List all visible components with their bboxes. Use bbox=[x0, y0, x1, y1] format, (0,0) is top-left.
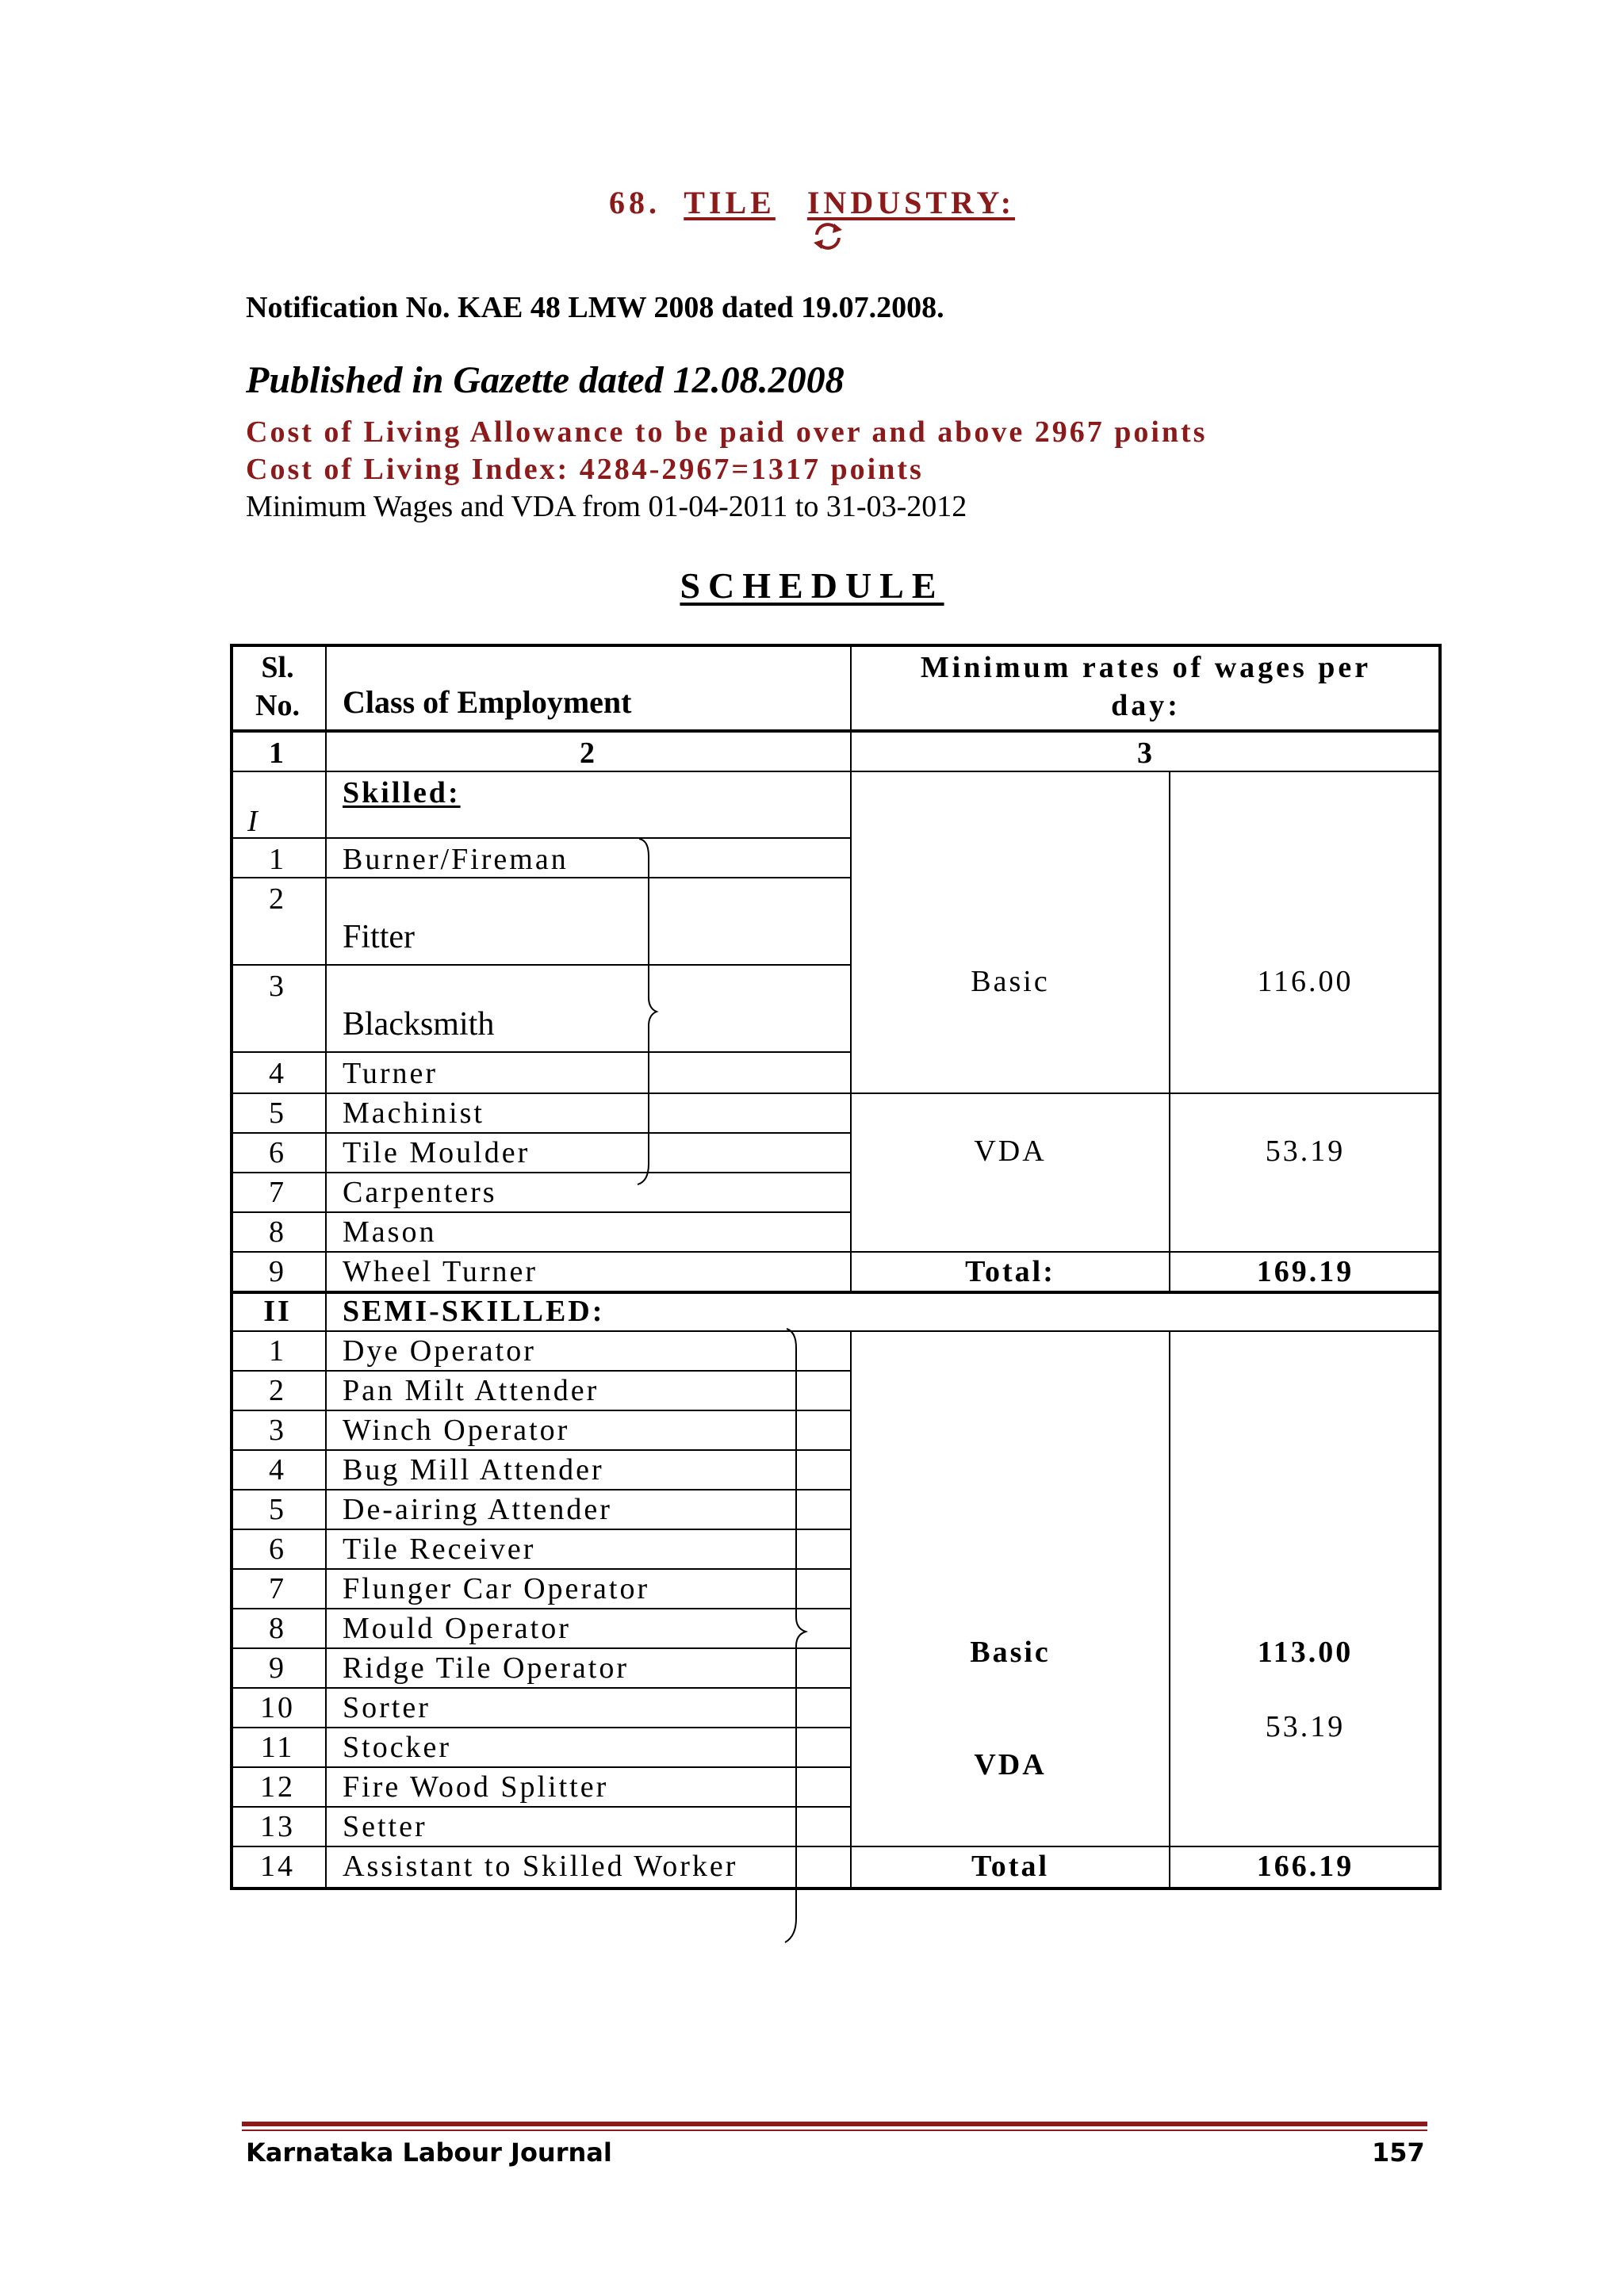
journal-name: Karnataka Labour Journal bbox=[246, 2137, 612, 2168]
notification-number: Notification No. KAE 48 LMW 2008 dated 19.07.2008. bbox=[246, 291, 944, 324]
table-row-sl: 2 bbox=[269, 882, 286, 916]
table-row-sl: 4 bbox=[269, 1057, 286, 1090]
skilled-label: Skilled: bbox=[343, 776, 461, 809]
table-row-sl: 12 bbox=[260, 1770, 295, 1804]
schedule-title: SCHEDULE bbox=[680, 565, 944, 606]
table-row-sl: 11 bbox=[260, 1731, 295, 1764]
table-row-name: Tile Moulder bbox=[343, 1136, 530, 1169]
cost-of-living-index: Cost of Living Index: 4284-2967=1317 points bbox=[246, 453, 924, 486]
semi-skilled-total-label: Total bbox=[971, 1850, 1050, 1883]
table-row-sl: 4 bbox=[269, 1453, 286, 1487]
table-row-name: Ridge Tile Operator bbox=[343, 1651, 629, 1685]
table-row-sl: 3 bbox=[269, 1414, 286, 1447]
table-row-name: Mason bbox=[343, 1215, 437, 1249]
table-row-name: Bug Mill Attender bbox=[343, 1453, 604, 1487]
semi-skilled-basic-label: Basic bbox=[970, 1636, 1051, 1669]
footer-rule bbox=[242, 2122, 1427, 2126]
table-row-sl: 10 bbox=[260, 1691, 295, 1724]
section-title-word-2: INDUSTRY: bbox=[806, 185, 1016, 220]
skilled-basic-label: Basic bbox=[971, 965, 1050, 998]
table-row-name: Dye Operator bbox=[343, 1334, 536, 1368]
cost-of-living-allowance: Cost of Living Allowance to be paid over and above 2967 points bbox=[246, 415, 1208, 449]
semi-skilled-roman: II bbox=[263, 1295, 292, 1328]
table-row-name: Winch Operator bbox=[343, 1414, 570, 1447]
semi-skilled-total-value: 166.19 bbox=[1256, 1850, 1354, 1883]
table-row-sl: 1 bbox=[269, 1334, 286, 1368]
col-number-3: 3 bbox=[1137, 737, 1155, 770]
table-row-name: Blacksmith bbox=[343, 1006, 495, 1043]
table-row-sl: 5 bbox=[269, 1096, 286, 1130]
header-sl-line1: Sl. bbox=[261, 651, 294, 684]
table-row-sl: 13 bbox=[260, 1810, 295, 1843]
table-row-sl: 2 bbox=[269, 1374, 286, 1407]
table-row-name: Turner bbox=[343, 1057, 439, 1090]
table-row-sl: 6 bbox=[269, 1136, 286, 1169]
table-row-name: Tile Receiver bbox=[343, 1533, 536, 1566]
table-row-name: Stocker bbox=[343, 1731, 452, 1764]
header-sl-line2: No. bbox=[255, 689, 300, 722]
semi-skilled-vda-label: VDA bbox=[974, 1748, 1047, 1781]
table-row-sl: 7 bbox=[269, 1176, 286, 1209]
table-row-name: Fitter bbox=[343, 919, 415, 955]
table-row-sl: 7 bbox=[269, 1572, 286, 1605]
skilled-total-value: 169.19 bbox=[1256, 1255, 1354, 1288]
header-rates-line2: day: bbox=[1111, 689, 1181, 722]
table-row-sl: 6 bbox=[269, 1533, 286, 1566]
footer-rule-thin bbox=[242, 2130, 1427, 2131]
gazette-publication: Published in Gazette dated 12.08.2008 bbox=[246, 359, 845, 401]
semi-skilled-group-bracket bbox=[785, 1329, 806, 1942]
table-row-name: Carpenters bbox=[343, 1176, 497, 1209]
table-row-sl: 8 bbox=[269, 1215, 286, 1249]
skilled-roman: I bbox=[247, 805, 260, 838]
table-row-name: Burner/Fireman bbox=[343, 843, 569, 876]
table-row-name: Setter bbox=[343, 1810, 427, 1843]
skilled-basic-value: 116.00 bbox=[1257, 965, 1354, 998]
table-row-name: Fire Wood Splitter bbox=[343, 1770, 609, 1804]
skilled-total-label: Total: bbox=[965, 1255, 1055, 1288]
header-rates-line1: Minimum rates of wages per bbox=[920, 651, 1372, 684]
table-row-name: Assistant to Skilled Worker bbox=[343, 1850, 738, 1883]
table-row-sl: 8 bbox=[269, 1612, 286, 1645]
table-row-name: Mould Operator bbox=[343, 1612, 571, 1645]
table-row-name: Flunger Car Operator bbox=[343, 1572, 650, 1605]
semi-skilled-label: SEMI-SKILLED: bbox=[343, 1295, 605, 1328]
table-row-sl: 9 bbox=[269, 1255, 286, 1288]
skilled-vda-value: 53.19 bbox=[1265, 1135, 1346, 1168]
table-row-sl: 14 bbox=[260, 1850, 295, 1883]
table-row-sl: 9 bbox=[269, 1651, 286, 1685]
table-row-name: Sorter bbox=[343, 1691, 431, 1724]
header-class-of-employment: Class of Employment bbox=[343, 684, 632, 720]
col-number-2: 2 bbox=[580, 737, 597, 770]
table-row-name: De-airing Attender bbox=[343, 1493, 612, 1526]
table-row-name: Wheel Turner bbox=[343, 1255, 538, 1288]
skilled-group-bracket bbox=[638, 839, 657, 1184]
table-row-name: Machinist bbox=[343, 1096, 485, 1130]
section-number: 68. bbox=[608, 185, 661, 220]
skilled-vda-label: VDA bbox=[974, 1135, 1047, 1168]
wage-period: Minimum Wages and VDA from 01-04-2011 to 31-03-2012 bbox=[246, 490, 967, 523]
page-number: 157 bbox=[1372, 2137, 1425, 2168]
table-row-name: Pan Milt Attender bbox=[343, 1374, 599, 1407]
table-row-sl: 3 bbox=[269, 970, 286, 1003]
semi-skilled-vda-value: 53.19 bbox=[1265, 1710, 1346, 1743]
semi-skilled-basic-value: 113.00 bbox=[1257, 1636, 1354, 1669]
table-row-sl: 1 bbox=[269, 843, 286, 876]
section-title-word-1: TILE bbox=[684, 185, 776, 220]
table-row-sl: 5 bbox=[269, 1493, 286, 1526]
col-number-1: 1 bbox=[269, 737, 286, 770]
